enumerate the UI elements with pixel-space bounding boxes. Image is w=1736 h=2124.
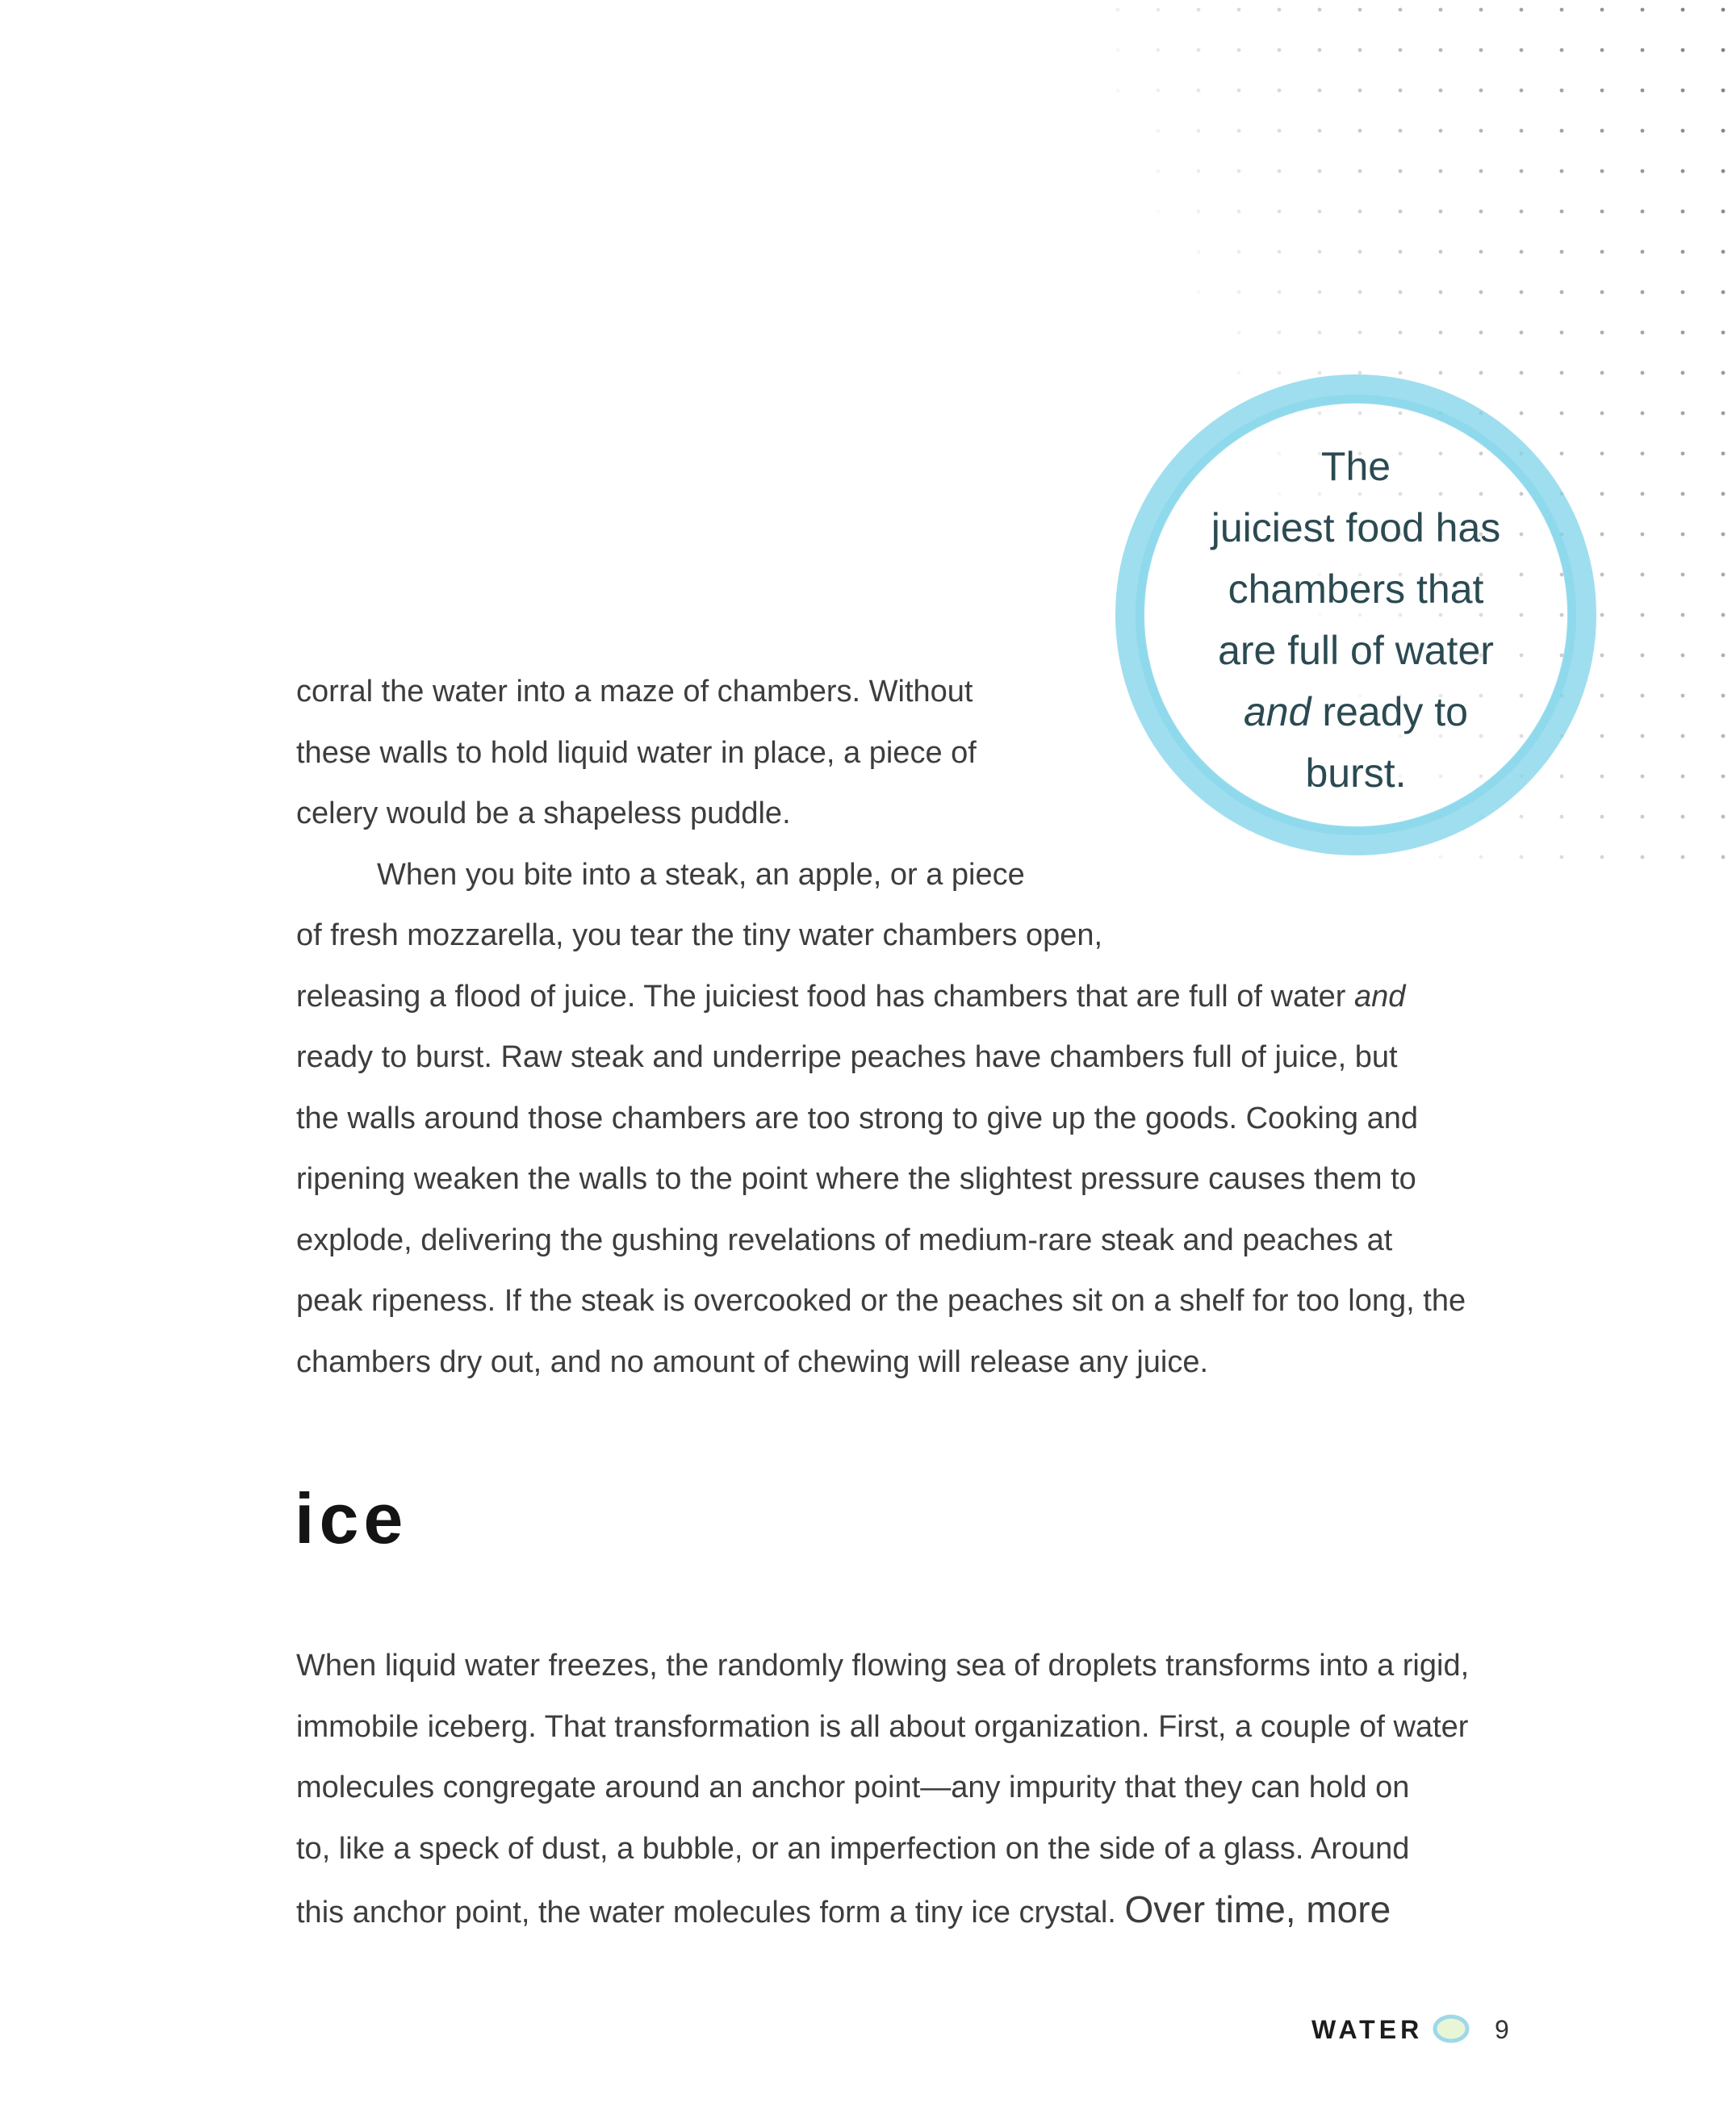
pattern-dot [1721, 573, 1726, 577]
pattern-dot [1721, 250, 1726, 254]
pattern-dot [1681, 533, 1685, 537]
pattern-dot [1439, 331, 1443, 335]
pattern-dot [1439, 169, 1443, 174]
text-line: the walls around those chambers are too strong to give up the goods. Cooking and [296, 1101, 1418, 1135]
body-text-ice [296, 1636, 1523, 1944]
text-line [296, 967, 1523, 1028]
pattern-dot [1560, 89, 1564, 93]
pattern-dot [1318, 331, 1322, 335]
pattern-dot [1399, 129, 1403, 133]
pattern-dot [1479, 331, 1483, 335]
pattern-dot [1479, 89, 1483, 93]
pattern-dot [1600, 855, 1604, 859]
pattern-dot [1520, 250, 1524, 254]
pattern-dot [1600, 694, 1604, 698]
pattern-dot [1560, 169, 1564, 174]
text-line: chambers dry out, and no amount of chewing will release any juice. [296, 1344, 1209, 1379]
pattern-dot [1641, 291, 1645, 295]
pattern-dot [1157, 129, 1161, 133]
pattern-dot [1641, 8, 1645, 12]
pattern-dot [1721, 8, 1726, 12]
pattern-dot [1358, 89, 1362, 93]
pattern-dot [1721, 815, 1726, 819]
footer-chapter-label: WATER [1311, 2015, 1424, 2044]
pattern-dot [1560, 291, 1564, 295]
text-line: When you bite into a steak, an apple, or a piece [377, 857, 1025, 892]
water-drop-icon [1430, 2009, 1472, 2048]
pattern-dot [1157, 8, 1161, 12]
pattern-dot [1681, 331, 1685, 335]
pattern-dot [1358, 48, 1362, 52]
pattern-dot [1197, 291, 1201, 295]
pattern-dot [1641, 613, 1645, 617]
text-line: celery would be a shapeless puddle. [296, 796, 791, 830]
pattern-dot [1157, 48, 1161, 52]
pattern-dot [1641, 654, 1645, 658]
pattern-dot [1641, 694, 1645, 698]
pattern-dot [1237, 48, 1241, 52]
pattern-dot [1600, 573, 1604, 577]
pattern-dot [1721, 129, 1726, 133]
pattern-dot [1197, 169, 1201, 174]
pattern-dot [1641, 775, 1645, 779]
pattern-dot [1560, 250, 1564, 254]
text-line: When liquid water freezes, the randomly flowing sea of droplets transforms into a rigid, [296, 1649, 1470, 1683]
pattern-dot [1681, 734, 1685, 738]
text-line: immobile iceberg. That transformation is all about organization. First, a couple of water [296, 1709, 1469, 1744]
pattern-dot [1358, 169, 1362, 174]
pull-quote-line: The [1320, 444, 1391, 489]
pattern-dot [1641, 734, 1645, 738]
pattern-dot [1681, 250, 1685, 254]
pattern-dot [1681, 291, 1685, 295]
pattern-dot [1721, 89, 1726, 93]
pattern-dot [1278, 331, 1282, 335]
pattern-dot [1197, 210, 1201, 214]
pattern-dot [1278, 8, 1282, 12]
pattern-dot [1439, 210, 1443, 214]
pattern-dot [1600, 129, 1604, 133]
pattern-dot [1600, 492, 1604, 496]
pattern-dot [1358, 210, 1362, 214]
pattern-dot [1197, 129, 1201, 133]
pattern-dot [1600, 169, 1604, 174]
pattern-dot [1681, 210, 1685, 214]
pattern-dot [1278, 169, 1282, 174]
pattern-dot [1641, 169, 1645, 174]
pattern-dot [1237, 8, 1241, 12]
pattern-dot [1116, 48, 1120, 52]
pattern-dot [1641, 412, 1645, 416]
text-line: ready to burst. Raw steak and underripe peaches have chambers full of juice, but [296, 1040, 1398, 1074]
pattern-dot [1600, 291, 1604, 295]
pattern-dot [1600, 654, 1604, 658]
pattern-dot [1560, 331, 1564, 335]
pattern-dot [1600, 452, 1604, 456]
pattern-dot [1520, 89, 1524, 93]
pattern-dot [1600, 613, 1604, 617]
pattern-dot [1399, 331, 1403, 335]
pattern-dot [1681, 412, 1685, 416]
pattern-dot [1600, 371, 1604, 375]
text-line [296, 1879, 1523, 1944]
text-segment: this anchor point, the water molecules form a tiny ice crystal. [296, 1896, 1125, 1930]
pull-quote-line-rest: ready to [1311, 689, 1468, 734]
pattern-dot [1399, 291, 1403, 295]
pattern-dot [1399, 169, 1403, 174]
pattern-dot [1520, 169, 1524, 174]
pattern-dot [1721, 48, 1726, 52]
pattern-dot [1600, 815, 1604, 819]
pattern-dot [1600, 250, 1604, 254]
pattern-dot [1399, 89, 1403, 93]
text-line: ripening weaken the walls to the point where the slightest pressure causes them to [296, 1162, 1416, 1196]
pull-quote-line: burst. [1305, 751, 1407, 796]
pattern-dot [1721, 210, 1726, 214]
text-emphasis: and [1354, 979, 1406, 1014]
text-line: molecules congregate around an anchor point—any impurity that they can hold on [296, 1771, 1410, 1804]
pattern-dot [1479, 129, 1483, 133]
pattern-dot [1358, 250, 1362, 254]
pattern-dot [1439, 250, 1443, 254]
pattern-dot [1681, 613, 1685, 617]
pattern-dot [1560, 8, 1564, 12]
pattern-dot [1681, 8, 1685, 12]
pattern-dot [1681, 452, 1685, 456]
pattern-dot [1479, 169, 1483, 174]
text-line: peak ripeness. If the steak is overcooked or the peaches sit on a shelf for too long, the [296, 1284, 1466, 1318]
pattern-dot [1439, 89, 1443, 93]
pattern-dot [1721, 412, 1726, 416]
pattern-dot [1318, 210, 1322, 214]
pattern-dot [1681, 694, 1685, 698]
pattern-dot [1197, 89, 1201, 93]
pattern-dot [1237, 169, 1241, 174]
pattern-dot [1600, 775, 1604, 779]
pattern-dot [1237, 250, 1241, 254]
pattern-dot [1318, 250, 1322, 254]
body-text-top [296, 662, 1523, 1393]
pattern-dot [1520, 331, 1524, 335]
pattern-dot [1641, 855, 1645, 859]
pattern-dot [1439, 291, 1443, 295]
pattern-dot [1681, 815, 1685, 819]
pattern-dot [1157, 210, 1161, 214]
pattern-dot [1641, 210, 1645, 214]
pattern-dot [1641, 129, 1645, 133]
pattern-dot [1641, 815, 1645, 819]
pattern-dot [1318, 291, 1322, 295]
pattern-dot [1721, 371, 1726, 375]
pattern-dot [1479, 291, 1483, 295]
pattern-dot [1681, 89, 1685, 93]
pattern-dot [1560, 210, 1564, 214]
pattern-dot [1600, 89, 1604, 93]
pattern-dot [1721, 533, 1726, 537]
pattern-dot [1721, 331, 1726, 335]
pull-quote-line: juiciest food has [1211, 505, 1501, 550]
pattern-dot [1479, 250, 1483, 254]
pattern-dot [1479, 8, 1483, 12]
text-segment: releasing a flood of juice. The juiciest food has chambers that are full of water [296, 979, 1355, 1014]
pattern-dot [1399, 210, 1403, 214]
pattern-dot [1520, 129, 1524, 133]
pattern-dot [1520, 48, 1524, 52]
pattern-dot [1681, 775, 1685, 779]
pattern-dot [1600, 533, 1604, 537]
pattern-dot [1681, 855, 1685, 859]
pattern-dot [1721, 775, 1726, 779]
pattern-dot [1358, 8, 1362, 12]
pattern-dot [1721, 613, 1726, 617]
pattern-dot [1197, 48, 1201, 52]
pattern-dot [1237, 291, 1241, 295]
page-number: 9 [1495, 2015, 1509, 2044]
pattern-dot [1157, 89, 1161, 93]
pattern-dot [1439, 129, 1443, 133]
pattern-dot [1116, 8, 1120, 12]
pattern-dot [1278, 250, 1282, 254]
pattern-dot [1358, 291, 1362, 295]
pattern-dot [1721, 694, 1726, 698]
text-line: of fresh mozzarella, you tear the tiny water chambers open, [296, 918, 1103, 952]
pattern-dot [1600, 412, 1604, 416]
pattern-dot [1641, 452, 1645, 456]
pattern-dot [1157, 169, 1161, 174]
pattern-dot [1237, 210, 1241, 214]
pattern-dot [1600, 331, 1604, 335]
pattern-dot [1641, 573, 1645, 577]
pattern-dot [1479, 210, 1483, 214]
pattern-dot [1641, 331, 1645, 335]
pattern-dot [1399, 250, 1403, 254]
pattern-dot [1237, 89, 1241, 93]
pattern-dot [1318, 48, 1322, 52]
pattern-dot [1197, 8, 1201, 12]
pull-quote-line: are full of water [1218, 628, 1494, 673]
pattern-dot [1520, 210, 1524, 214]
pattern-dot [1439, 8, 1443, 12]
pattern-dot [1116, 89, 1120, 93]
pattern-dot [1237, 129, 1241, 133]
text-line: explode, delivering the gushing revelations of medium-rare steak and peaches at [296, 1223, 1393, 1257]
pattern-dot [1318, 8, 1322, 12]
pattern-dot [1278, 210, 1282, 214]
pattern-dot [1520, 291, 1524, 295]
text-line: to, like a speck of dust, a bubble, or an imperfection on the side of a glass. Around [296, 1831, 1410, 1866]
pattern-dot [1641, 371, 1645, 375]
pattern-dot [1318, 129, 1322, 133]
pattern-dot [1641, 492, 1645, 496]
pattern-dot [1439, 48, 1443, 52]
pattern-dot [1681, 492, 1685, 496]
pattern-dot [1681, 48, 1685, 52]
pattern-dot [1721, 169, 1726, 174]
pattern-dot [1721, 654, 1726, 658]
pattern-dot [1358, 331, 1362, 335]
pattern-dot [1641, 533, 1645, 537]
pattern-dot [1479, 48, 1483, 52]
text-line: corral the water into a maze of chambers. Without [296, 675, 973, 709]
pattern-dot [1600, 734, 1604, 738]
text-segment-large: Over time, more [1124, 1888, 1391, 1930]
pattern-dot [1641, 250, 1645, 254]
pattern-dot [1600, 48, 1604, 52]
pattern-dot [1721, 855, 1726, 859]
pattern-dot [1721, 734, 1726, 738]
pull-quote-emphasis: and [1244, 689, 1311, 734]
pattern-dot [1641, 89, 1645, 93]
pattern-dot [1560, 48, 1564, 52]
pattern-dot [1641, 48, 1645, 52]
pull-quote-line: chambers that [1228, 567, 1484, 612]
pattern-dot [1721, 452, 1726, 456]
pattern-dot [1681, 573, 1685, 577]
pattern-dot [1399, 8, 1403, 12]
pattern-dot [1358, 129, 1362, 133]
pattern-dot [1278, 129, 1282, 133]
pattern-dot [1318, 89, 1322, 93]
pattern-dot [1237, 331, 1241, 335]
section-heading: ice [295, 1478, 408, 1558]
pattern-dot [1278, 89, 1282, 93]
pattern-dot [1318, 169, 1322, 174]
pattern-dot [1197, 250, 1201, 254]
pattern-dot [1560, 129, 1564, 133]
pattern-dot [1600, 210, 1604, 214]
pattern-dot [1721, 291, 1726, 295]
pattern-dot [1681, 654, 1685, 658]
pattern-dot [1721, 492, 1726, 496]
pattern-dot [1520, 8, 1524, 12]
pattern-dot [1278, 291, 1282, 295]
text-line: these walls to hold liquid water in place, a piece of [296, 735, 977, 770]
pattern-dot [1399, 48, 1403, 52]
pattern-dot [1278, 48, 1282, 52]
pattern-dot [1600, 8, 1604, 12]
pattern-dot [1681, 371, 1685, 375]
pattern-dot [1681, 129, 1685, 133]
pattern-dot [1681, 169, 1685, 174]
